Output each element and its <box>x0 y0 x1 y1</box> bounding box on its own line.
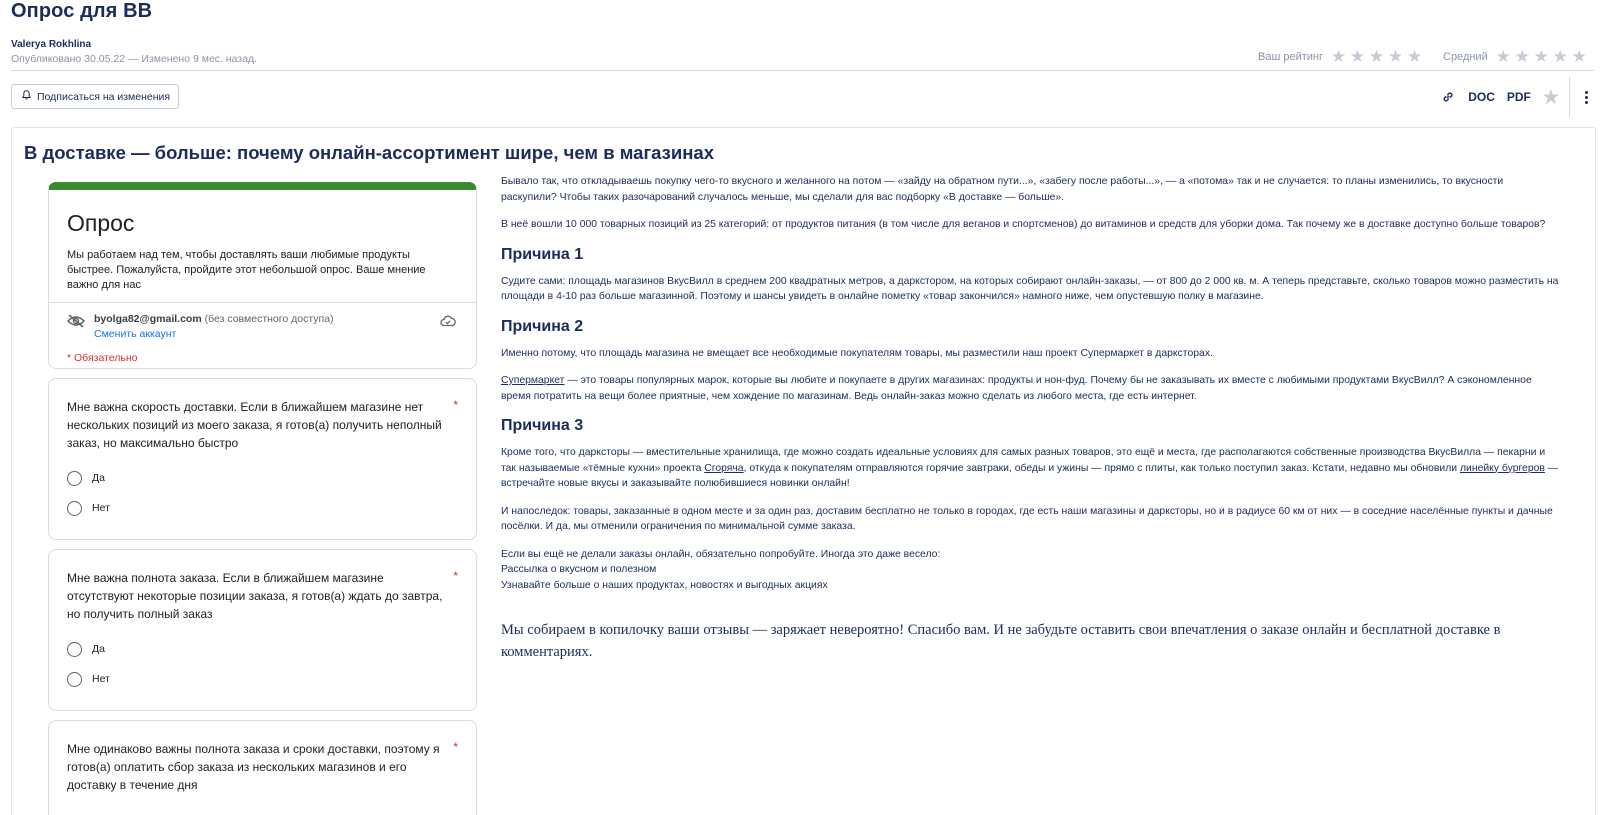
article-title: В доставке — больше: почему онлайн-ассортимент шире, чем в магазинах <box>24 142 714 163</box>
star-icon: ★ <box>1514 47 1530 66</box>
star-icon: ★ <box>1495 47 1511 66</box>
option-label: Нет <box>92 673 110 685</box>
article-list <box>501 547 1561 594</box>
star-icon[interactable]: ★ <box>1542 86 1559 107</box>
option-label: Да <box>92 472 105 484</box>
page-title: Опрос для ВВ <box>11 0 153 22</box>
your-rating <box>1258 48 1424 66</box>
option-label: Нет <box>92 502 110 514</box>
burgers-link[interactable]: линейку бургеров <box>1459 462 1545 474</box>
pdf-button[interactable]: PDF <box>1506 90 1531 104</box>
radio-option-no[interactable] <box>67 493 458 523</box>
article-line: Узнавайте больше о наших продуктах, новостях и выгодных акциях <box>501 579 828 591</box>
toolbar-separator <box>1569 77 1570 117</box>
more-vertical-icon[interactable] <box>1578 91 1594 104</box>
article-paragraph: Именно потому, что площадь магазина не вмещает все необходимые покупателям товары, мы разместили наш проект Супермаркет в даркстoрах. <box>501 347 1213 359</box>
section-heading: Причина 1 <box>501 245 584 263</box>
radio-option-no[interactable] <box>67 664 458 694</box>
doc-button[interactable]: DOC <box>1468 90 1495 104</box>
radio-option-yes[interactable] <box>67 634 458 664</box>
your-rating-label: Ваш рейтинг <box>1258 51 1323 63</box>
star-icon: ★ <box>1552 47 1568 66</box>
question-card <box>48 378 477 540</box>
author-name[interactable]: Valerya Rokhlina <box>11 39 92 50</box>
document-toolbar <box>1428 86 1594 108</box>
star-icon[interactable]: ★ <box>1406 47 1423 66</box>
required-note: * Обязательно <box>67 352 138 364</box>
section-heading: Причина 2 <box>501 317 584 335</box>
star-icon[interactable]: ★ <box>1387 47 1404 66</box>
star-icon[interactable]: ★ <box>1349 47 1366 66</box>
form-description: Мы работаем над тем, чтобы доставлять ваши любимые продукты быстрее. Пожалуйста, пройдите этот небольшой опрос. Ваше мнение важно для нас <box>67 249 426 291</box>
question-card <box>48 720 477 815</box>
star-icon: ★ <box>1571 47 1587 66</box>
option-label: Да <box>92 643 105 655</box>
required-asterisk: * <box>453 740 458 754</box>
subscribe-label: Подписаться на изменения <box>37 90 171 103</box>
article-paragraph <box>501 445 1561 492</box>
radio-button[interactable] <box>67 642 82 657</box>
form-header-card <box>48 182 477 369</box>
form-title: Опрос <box>67 210 135 236</box>
article-body <box>501 174 1561 675</box>
published-info: Опубликовано 30.05.22 — Изменено 9 мес. назад. <box>11 53 258 65</box>
embedded-google-form <box>48 182 477 815</box>
article-line: Если вы ещё не делали заказы онлайн, обязательно попробуйте. Иногда это даже весело: <box>501 548 941 560</box>
switch-account-link[interactable]: Сменить аккаунт <box>94 328 177 340</box>
section-heading: Причина 3 <box>501 417 584 434</box>
required-asterisk: * <box>453 398 458 412</box>
article-paragraph <box>501 373 1561 404</box>
form-account <box>49 303 476 342</box>
sgoryacha-link[interactable]: Сгоряча <box>704 462 744 474</box>
supermarket-link[interactable]: Супермаркет <box>501 375 565 386</box>
question-text: Мне одинаково важны полнота заказа и сроки доставки, поэтому я готов(а) оплатить сбор заказа из нескольких магазинов и его доставку в течение дня <box>67 742 440 792</box>
paragraph-text: Кроме того, что даркстoры — вместительные хранилища, где можно создать идеальные условиях для самых разных товаров, это ещё и места, где располагаются собственные производства ВкусВилла — пекарни и так называемые «тёмные кухни» проекта <box>501 447 1546 474</box>
average-rating <box>1443 48 1589 66</box>
your-rating-stars[interactable] <box>1329 48 1424 66</box>
link-icon[interactable] <box>1440 89 1456 105</box>
subscribe-button[interactable] <box>11 84 179 109</box>
paragraph-text: — это товары популярных марок, которые вы любите и покупаете в других магазинах: продукты и нон-фуд. Почему бы не заказывать их вместе с любимыми продуктами ВкусВилл? А сэкономленное время потратить на вещи более приятные, чем хождение по магазинам. Ведь онлайн-заказ можно сделать из любого места, где есть интернет. <box>501 375 1532 402</box>
article-paragraph: И напоследок: товары, заказанные в одном месте и за один раз, доставим бесплатно не только в городах, где есть наши магазины и даркстoры, но и в радиусе 60 км от них — в соседние населённые пункты и дачные посёлки. И да, мы отменили ограничения по минимальной сумме заказа. <box>501 505 1553 532</box>
header-divider <box>11 70 1594 71</box>
radio-button[interactable] <box>67 501 82 516</box>
account-email: byolga82@gmail.com <box>94 313 202 325</box>
article-paragraph: В неё вошли 10 000 товарных позиций из 25 категорий: от продуктов питания (в том числе для веганов и спортсменов) до витаминов и средств для уборки дома. Так почему же в доставке доступно больше товаров? <box>501 219 1546 230</box>
cloud-icon <box>440 315 456 327</box>
star-icon[interactable]: ★ <box>1368 47 1385 66</box>
closing-paragraph: Мы собираем в копилочку ваши отзывы — заряжает невероятно! Спасибо вам. И не забудьте оставить свои впечатления о заказе онлайн и бесплатной доставке в комментариях. <box>501 622 1501 660</box>
question-text: Мне важна полнота заказа. Если в ближайшем магазине отсутствуют некоторые позиции заказа, я готов(а) ждать до завтра, но получить полный заказ <box>67 571 443 621</box>
question-card <box>48 549 477 711</box>
radio-option-yes[interactable] <box>67 463 458 493</box>
star-icon: ★ <box>1533 47 1549 66</box>
article-line: Рассылка о вкусном и полезном <box>501 564 657 575</box>
bell-icon <box>22 90 31 103</box>
question-text: Мне важна скорость доставки. Если в ближайшем магазине нет нескольких позиций из моего заказа, я готов(а) получить неполный заказ, но максимально быстро <box>67 400 442 450</box>
paragraph-text: , откуда к покупателям отправляются горячие завтраки, обеды и ужины — прямо с плиты, как только поступил заказ. Кстати, недавно мы обновили <box>743 462 1460 474</box>
radio-button[interactable] <box>67 672 82 687</box>
average-rating-stars <box>1494 48 1589 66</box>
article-paragraph: Судите сами: площадь магазинов ВкусВилл в среднем 200 квадратных метров, а даркстором, на которых собирают онлайн-заказы, — от 800 до 2 000 кв. м. А теперь представьте, сколько товаров можно разместить на площади в 4-10 раз больше магазинной. Поэтому и шансы увидеть в онлайне пометку «товар закончился» намного ниже, чем опустевшую полку в магазине. <box>501 275 1559 302</box>
radio-button[interactable] <box>67 471 82 486</box>
account-note: (без совместного доступа) <box>201 313 334 325</box>
required-asterisk: * <box>453 569 458 583</box>
article-paragraph: Бывало так, что откладываешь покупку чего-то вкусного и желанного на потом — «зайду на обратном пути...», «забегу после работы...», — а «потома» так и не случается: то планы изменились, то вкусности раскупили? Чтобы таких разочарований случалось меньше, мы сделали для вас подборку «В доставке — больше». <box>501 176 1504 203</box>
paragraph-text: — встречайте новые вкусы и заказывайте полюбившиеся новинки онлайн! <box>501 462 1559 489</box>
average-rating-label: Средний <box>1443 51 1488 63</box>
star-icon[interactable]: ★ <box>1330 47 1347 66</box>
eye-off-icon <box>67 314 85 326</box>
